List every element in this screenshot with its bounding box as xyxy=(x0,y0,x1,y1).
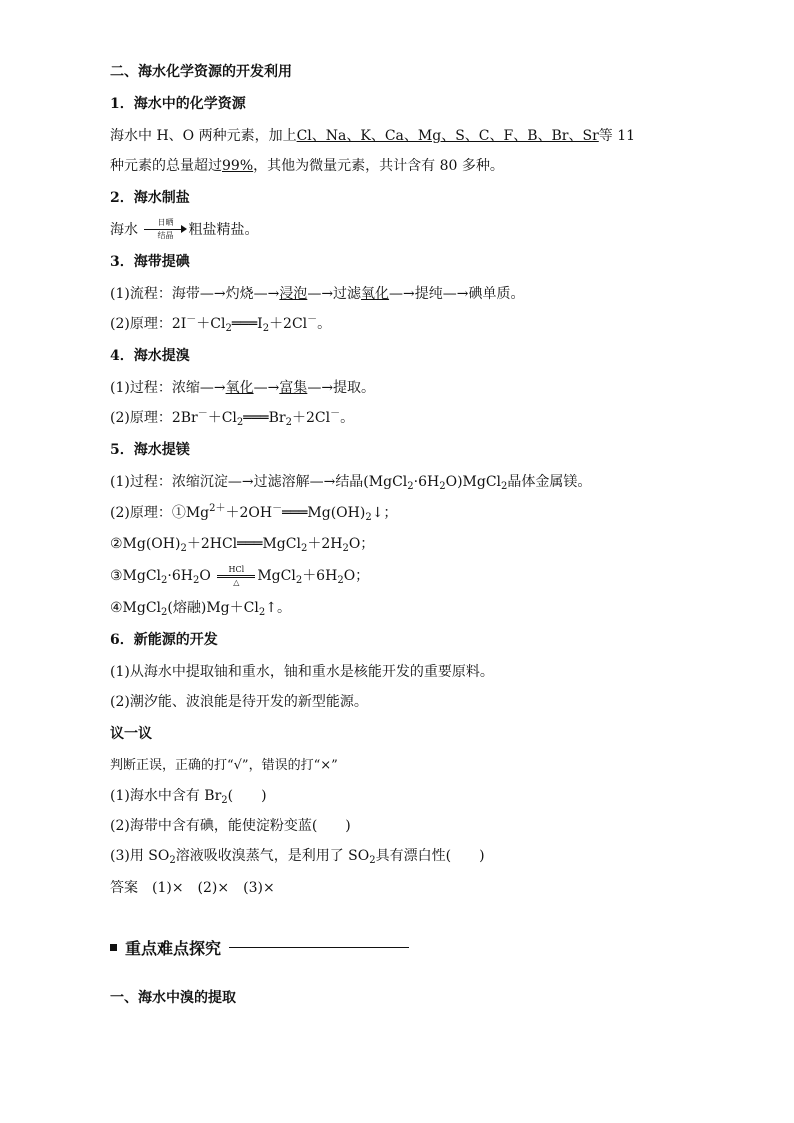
s5-reaction-4: ④MgCl$_2$(熔融)$Mg+Cl_2↑$。 xyxy=(110,600,291,618)
s4-process: (1)过程：浓缩—→氧化—→富集—→提取。 xyxy=(110,380,376,396)
s2-title: 2．海水制盐 xyxy=(110,190,190,206)
s1-para-line2: 种元素的总量超过99%，其他为微量元素，共计含有 80 多种。 xyxy=(110,158,504,174)
s5-title: 5．海水提镁 xyxy=(110,442,190,458)
s5-reaction-1: (2)原理：$①Mg^{2+}+2OH^-═══Mg(OH)_2↓$； xyxy=(110,503,398,523)
s3-flow: (1)流程：海带—→灼烧—→浸泡—→过滤氧化—→提纯—→碘单质。 xyxy=(110,286,525,302)
discuss-instruction: 判断正误，正确的打“√”，错误的打“×” xyxy=(110,758,338,773)
square-bullet-icon xyxy=(110,944,117,951)
discuss-title: 议一议 xyxy=(110,726,152,742)
focus-title: 重点难点探究 xyxy=(125,938,222,958)
reaction-condition-icon: HCl △ xyxy=(215,566,257,586)
s1-elements-underlined: Cl、Na、K、Ca、Mg、S、C、F、B、Br、Sr xyxy=(296,128,599,144)
s5-reaction-3: $③MgCl_2\cdot 6H_2O$ HCl △ $MgCl_2+6H_2O$； xyxy=(110,565,370,587)
divider xyxy=(229,947,409,948)
reaction-arrow-icon: 日晒 结晶 xyxy=(142,220,188,240)
s4-principle: (2)原理：$2Br^-+Cl_2═══Br_2+2Cl^-$。 xyxy=(110,408,355,428)
s6-para-1: (1)从海水中提取铀和重水，铀和重水是核能开发的重要原料。 xyxy=(110,664,494,680)
s1-percent-underlined: 99% xyxy=(222,158,254,174)
discuss-answer: 答案 (1)× (2)× (3)× xyxy=(110,880,275,896)
s2-para: 海水 日晒 结晶 粗盐精盐。 xyxy=(110,218,259,240)
discuss-q1: (1)海水中含有 $Br_2$( ) xyxy=(110,788,267,806)
section-heading: 二、海水化学资源的开发利用 xyxy=(110,64,292,80)
s3-title: 3．海带提碘 xyxy=(110,254,190,270)
discuss-q2: (2)海带中含有碘，能使淀粉变蓝( ) xyxy=(110,818,351,834)
s1-title: 1．海水中的化学资源 xyxy=(110,96,246,112)
s1-para-line1: 海水中 H、O 两种元素，加上Cl、Na、K、Ca、Mg、S、C、F、B、Br、Sr等 11 xyxy=(110,128,636,144)
s3-principle: (2)原理：$2I^-+Cl_2═══I_2+2Cl^-$。 xyxy=(110,314,332,334)
s5-reaction-2: $②Mg(OH)_2+2HCl═══MgCl_2+2H_2O$； xyxy=(110,536,375,554)
discuss-q3: (3)用 $SO_2$溶液吸收溴蒸气，是利用了 $SO_2$具有漂白性( ) xyxy=(110,848,485,866)
s6-title: 6．新能源的开发 xyxy=(110,632,218,648)
s5-process: (1)过程：浓缩沉淀—→过滤溶解—→结晶$(MgCl_2\cdot 6H_2O)MgCl_2$晶体金属镁。 xyxy=(110,474,592,492)
focus-subheading: 一、海水中溴的提取 xyxy=(110,990,236,1006)
focus-section-header xyxy=(110,936,409,958)
s6-para-2: (2)潮汐能、波浪能是待开发的新型能源。 xyxy=(110,694,368,710)
s4-title: 4．海水提溴 xyxy=(110,348,190,364)
